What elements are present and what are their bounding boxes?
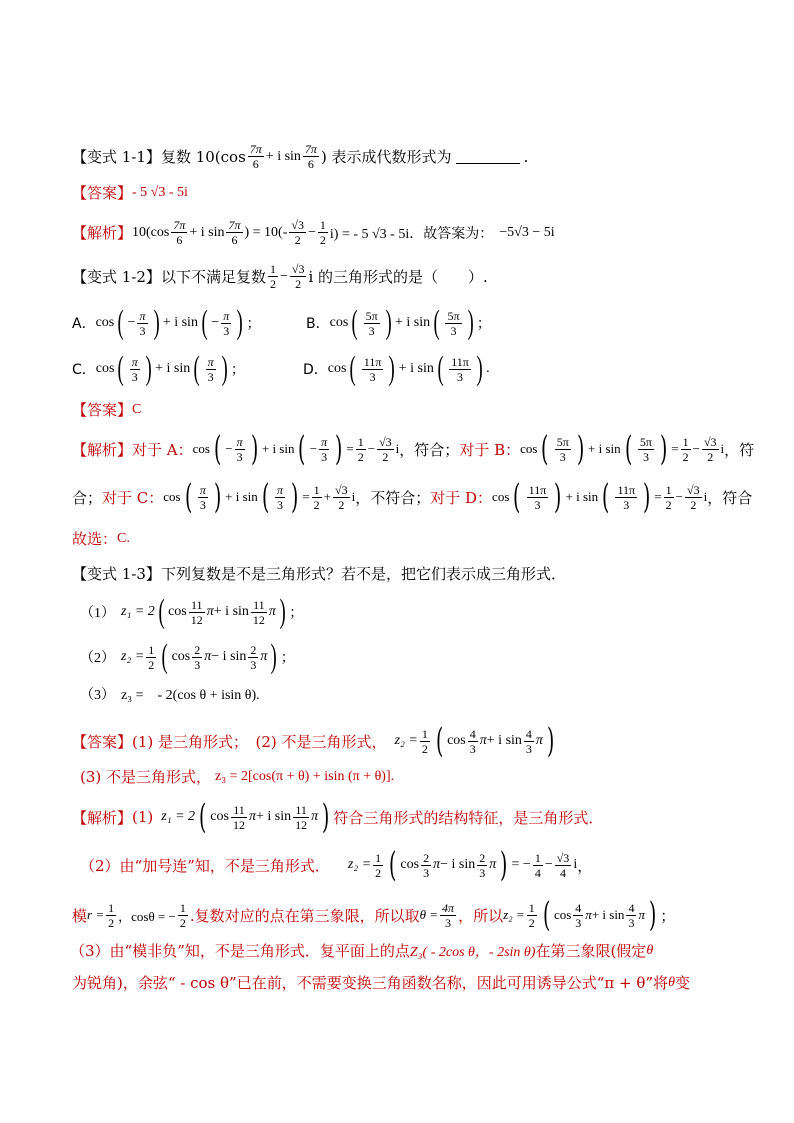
notfit-text: ，不符合；	[355, 488, 431, 507]
fraction-7pi-6: $\frac{7\pi}{6}$	[249, 142, 262, 171]
z1-expr: z₁ = 2	[121, 604, 155, 619]
option-c: C． cos ( $\frac{\pi}{3}$ ) + i sin ( $\frac{\pi}{3}$ ) ；	[72, 350, 245, 387]
costheta-text: ，cosθ = −	[118, 908, 176, 924]
variant-1-3-analysis-2: （2）由“加号连”知，不是三角形式． z₂ = $\frac{1}{2}$ ( cos $\frac{2}{3}$ π − i sin $\frac{2}{3}$ π ) = − $\frac{1}{4}$ − $\frac{√3}{4}$ i ，	[80, 845, 593, 885]
question-tail: ) 表示成代数形式为	[320, 148, 452, 166]
answer-label: 【答案】	[72, 184, 133, 202]
answer-expr: z₃ = 2[cos(π + θ) + isin (π + θ)].	[215, 768, 395, 784]
isin-text: + i sin	[155, 361, 191, 376]
for-d: 对于 D：	[430, 488, 493, 507]
point-z3: Z₃( - 2cos θ，- 2sin θ)	[409, 944, 536, 960]
fit-text: ，符合；	[399, 440, 460, 459]
isin-text: + i sin	[398, 361, 434, 376]
option-a: A． cos ( − $\frac{\pi}{3}$ ) + i sin ( − $\frac{\pi}{3}$ ) ；	[72, 304, 261, 341]
subquestion-3	[80, 684, 260, 704]
for-c: 对于 C：	[102, 488, 164, 507]
theta-eq: θ =	[419, 907, 439, 922]
option-b-label: B．	[306, 316, 330, 332]
option-a-label: A．	[72, 316, 96, 332]
analysis-eq: ) = 10(-	[244, 224, 288, 240]
question-text: 下列复数是不是三角形式？若不是，把它们表示成三角形式．	[160, 565, 566, 583]
fit-text: ，符	[724, 440, 755, 459]
answer-label: 【答案】	[72, 401, 133, 419]
cos-text: cos	[95, 315, 115, 330]
cos-text: cos	[329, 315, 349, 330]
answer-blank	[456, 149, 520, 164]
analysis-label: 【解析】	[72, 440, 133, 459]
subquestion-label: （2）	[80, 651, 115, 666]
step-text: （2）由“加号连”知，不是三角形式．	[80, 856, 330, 875]
variant-1-2-answer	[72, 399, 141, 420]
variant-label: 【变式 1-1】	[72, 148, 161, 166]
fraction-1-2: $\frac{1}{2}$	[319, 218, 326, 247]
subquestion-label: （1）	[80, 606, 115, 621]
z2-expr: z₂ =	[121, 649, 145, 664]
theta: θ	[646, 942, 654, 958]
step-text: 符合三角形式的结构特征，是三角形式．	[333, 808, 604, 827]
variant-1-3-analysis-3: 模 r = $\frac{1}{2}$ ，cosθ = − $\frac{1}{2}$ .复数对应的点在第三象限，所以取 θ = $\frac{4\pi}{3}$ ，所以 z₂ = $\frac{1}{2}$ ( cos $\frac{4}{3}$ π + i sin $\frac{4}{3}$ π ) ；	[72, 895, 676, 935]
step-text: 在第三象限(假定	[535, 942, 647, 960]
r-eq: r =	[87, 907, 105, 922]
comma: ，	[577, 856, 593, 875]
step-text: 为锐角)，余弦“ - cos θ”已在前，不需要变换三角函数名称，因此可用诱导公式“π + θ”将	[72, 974, 669, 992]
variant-label: 【变式 1-3】	[72, 565, 161, 583]
period: .	[523, 147, 529, 166]
analysis-result: i) = - 5 √3 - 5i．故答案为：	[329, 226, 494, 242]
variant-1-1-answer	[72, 182, 188, 203]
step-text: （3）由“模非负”知，不是三角形式．复平面上的点	[70, 942, 410, 960]
eq-text: = −	[511, 857, 531, 872]
for-a: 对于 A：	[132, 440, 193, 459]
analysis-label: 【解析】	[72, 224, 133, 242]
fit-text: ，符合	[707, 488, 753, 507]
variant-1-3-analysis-5	[72, 972, 690, 993]
period: .	[486, 361, 490, 376]
for-b: 对于 B：	[459, 440, 521, 459]
cos-text: cos	[327, 361, 347, 376]
z3-expr: z₃ = - 2(cos θ + isin θ).	[121, 688, 260, 703]
variant-1-2-choose	[72, 528, 130, 549]
analysis-expr: 10(cos	[132, 224, 170, 240]
theta: θ	[668, 974, 675, 990]
variant-1-2-analysis-line2: 合； 对于 C： cos ( $\frac{\pi}{3}$ ) + i sin ( $\frac{\pi}{3}$ ) = $\frac{1}{2}$ + $\frac{√3}{2}$ i ，不符合； 对于 D： cos ( $\frac{11\pi}{3}$ ) + i sin ( $\frac{11\pi}{3}$ ) = $\frac{1}{2}$ − $\frac{√3}{2}$ i ，符合	[72, 477, 753, 517]
choose-label: 故选：	[72, 530, 118, 548]
fraction-7pi-6: $\frac{7\pi}{6}$	[304, 142, 317, 171]
variant-1-3-question	[72, 563, 566, 584]
variant-1-3-answer-1: 【答案】 (1) 是三角形式； (2) 不是三角形式， z₂ = $\frac{1}{2}$ ( cos $\frac{4}{3}$ π + i sin $\frac{4}{3}$ π )	[72, 721, 555, 761]
choose-answer: C.	[117, 530, 130, 546]
final-answer: −5√3 − 5i	[499, 224, 555, 240]
variant-1-1-question	[72, 142, 528, 171]
variant-1-3-answer-2	[80, 766, 394, 787]
step-label: (1)	[132, 808, 154, 826]
semicolon: ；	[246, 317, 261, 332]
answer-text: (3) 不是三角形式，	[80, 768, 212, 786]
cos-text: cos	[95, 361, 115, 376]
step-text: 变	[674, 974, 690, 992]
fraction-sqrt3-2: $\frac{√3}{2}$	[291, 262, 305, 291]
variant-1-3-analysis-4	[70, 940, 653, 961]
subquestion-2: （2） z₂ = $\frac{1}{2}$ ( cos $\frac{2}{3}$ π − i sin $\frac{2}{3}$ π ) ；	[80, 638, 295, 675]
step-text: .复数对应的点在第三象限，所以取	[189, 906, 420, 925]
mod-label: 模	[72, 906, 88, 925]
answer-value: C	[132, 401, 142, 417]
isin-text: + i sin	[162, 315, 198, 330]
answer-label: 【答案】	[72, 732, 133, 751]
semicolon: ；	[660, 906, 676, 925]
semicolon: ；	[476, 317, 491, 332]
isin-text: + i sin	[265, 148, 301, 164]
fit-text: 合；	[72, 488, 103, 507]
variant-1-1-analysis: 【解析】 10(cos $\frac{7\pi}{6}$ + i sin $\frac{7\pi}{6}$ ) = 10(- $\frac{√3}{2}$ − $\frac{1}{2}$ i) = - 5 √3 - 5i．故答案为： −5√3 − 5i	[72, 218, 555, 247]
analysis-label: 【解析】	[72, 808, 133, 827]
fraction-1-2: $\frac{1}{2}$	[269, 262, 276, 291]
variant-1-2-question: 【变式 1-2】 以下不满足复数 $\frac{1}{2}$ − $\frac{√3}{2}$ i 的三角形式的是（ ）.	[72, 262, 488, 291]
isin-text: + i sin	[189, 224, 225, 240]
fraction-sqrt3-2: $\frac{√3}{2}$	[291, 218, 304, 247]
option-c-label: C．	[72, 362, 96, 378]
fraction-7pi-6: $\frac{7\pi}{6}$	[173, 218, 186, 247]
fraction-7pi-6: $\frac{7\pi}{6}$	[228, 218, 241, 247]
semicolon: ；	[230, 363, 245, 378]
option-d: D． cos ( $\frac{11\pi}{3}$ ) + i sin ( $\frac{11\pi}{3}$ ) .	[303, 350, 490, 387]
option-d-label: D．	[303, 362, 328, 378]
option-b: B． cos ( $\frac{5\pi}{3}$ ) + i sin ( $\frac{5\pi}{3}$ ) ；	[306, 304, 491, 341]
subquestion-label: （3）	[80, 688, 115, 703]
isin-text: + i sin	[395, 315, 431, 330]
question-tail: i 的三角形式的是（ ）.	[308, 268, 488, 286]
variant-1-2-analysis-line1: 【解析】 对于 A： cos ( − $\frac{\pi}{3}$ ) + i sin ( − $\frac{\pi}{3}$ ) = $\frac{1}{2}$ − $\frac{√3}{2}$ i ，符合； 对于 B： cos ( $\frac{5\pi}{3}$ ) + i sin ( $\frac{5\pi}{3}$ ) = $\frac{1}{2}$ − $\frac{√3}{2}$ i ，符	[72, 429, 755, 469]
so-text: ，所以	[458, 906, 504, 925]
subquestion-1: （1） z₁ = 2 ( cos $\frac{11}{12}$ π + i sin $\frac{11}{12}$ π ) ；	[80, 593, 304, 630]
answer-text: (1) 是三角形式； (2) 不是三角形式，	[132, 732, 387, 751]
variant-label: 【变式 1-2】	[72, 268, 161, 286]
variant-1-3-analysis-1: 【解析】 (1) z₁ = 2 ( cos $\frac{11}{12}$ π + i sin $\frac{11}{12}$ π ) 符合三角形式的结构特征，是三角形式．	[72, 797, 604, 837]
question-text: 复数 10(cos	[160, 148, 246, 166]
question-text: 以下不满足复数	[160, 268, 266, 286]
answer-value: - 5 √3 - 5i	[132, 184, 188, 200]
